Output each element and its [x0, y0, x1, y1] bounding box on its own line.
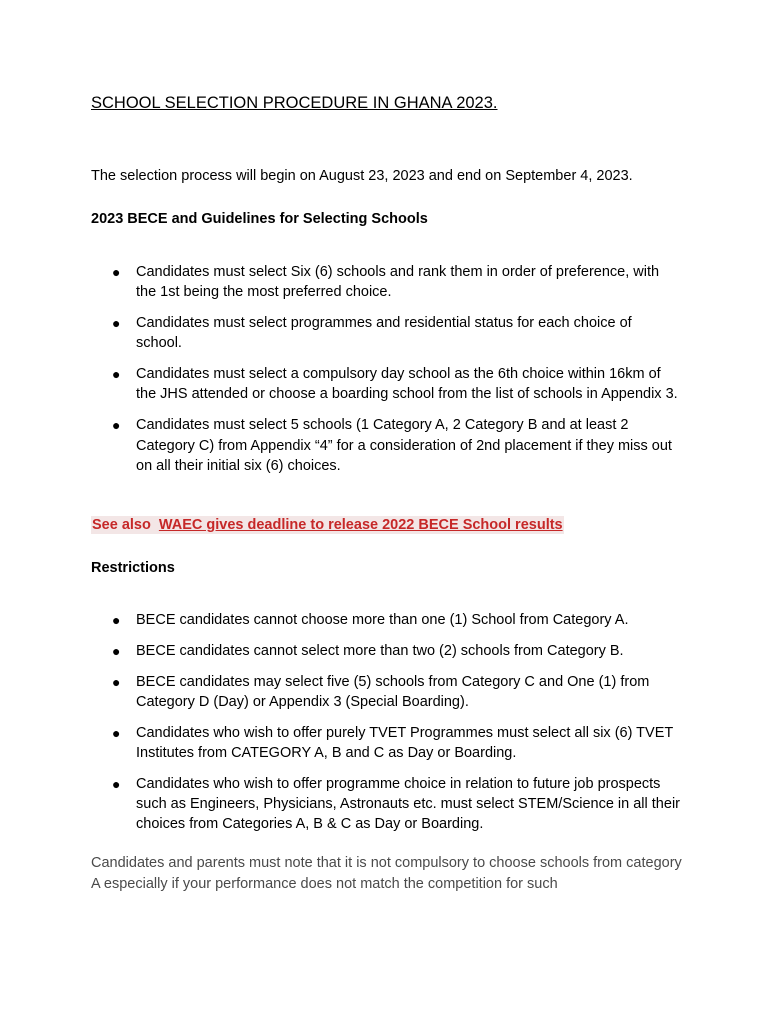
bullet-icon: ● — [112, 315, 121, 332]
list-item — [91, 672, 681, 713]
bullet-icon: ● — [112, 366, 121, 383]
guidelines-list — [91, 262, 681, 487]
guidelines-heading: 2023 BECE and Guidelines for Selecting Schools — [91, 211, 428, 227]
intro-paragraph: The selection process will begin on August 23, 2023 and end on September 4, 2023. — [91, 168, 633, 184]
bullet-icon: ● — [112, 612, 121, 628]
bullet-icon: ● — [112, 775, 121, 792]
list-item — [91, 262, 681, 303]
list-item-text: Candidates must select programmes and residential status for each choice of school. — [136, 315, 632, 352]
list-item — [91, 364, 681, 405]
bullet-icon: ● — [112, 417, 121, 434]
list-item — [91, 774, 681, 835]
list-item — [91, 723, 681, 764]
list-item — [91, 313, 681, 354]
see-also-link[interactable]: WAEC gives deadline to release 2022 BECE School results — [158, 517, 563, 533]
list-item-text: Candidates who wish to offer purely TVET Programmes must select all six (6) TVET Institutes from CATEGORY A, B and C as Day or Boarding. — [136, 724, 673, 761]
restrictions-list — [91, 610, 681, 845]
list-item — [91, 641, 681, 661]
list-item-text: BECE candidates may select five (5) schools from Category C and One (1) from Category D (Day) or Appendix 3 (Special Boarding). — [136, 673, 650, 710]
closing-paragraph: Candidates and parents must note that it is not compulsory to choose schools from category A especially if your performance does not match the competition for such — [91, 855, 682, 892]
list-item-text: BECE candidates cannot select more than two (2) schools from Category B. — [136, 642, 624, 659]
list-item — [91, 415, 681, 476]
restrictions-heading: Restrictions — [91, 560, 175, 576]
page-title: SCHOOL SELECTION PROCEDURE IN GHANA 2023. — [91, 94, 498, 112]
see-also-label: See also — [92, 517, 151, 533]
see-also-callout — [91, 516, 564, 534]
list-item-text: Candidates must select a compulsory day school as the 6th choice within 16km of the JHS attended or choose a boarding school from the list of schools in Appendix 3. — [136, 366, 678, 403]
list-item-text: Candidates who wish to offer programme choice in relation to future job prospects such as Engineers, Physicians, Astronauts etc. must select STEM/Science in all their choices from Categories A, B & C as Day or Boarding. — [136, 775, 680, 833]
list-item-text: Candidates must select 5 schools (1 Category A, 2 Category B and at least 2 Category C) from Appendix “4” for a consideration of 2nd placement if they miss out on all their initial six (6) choices. — [136, 417, 672, 474]
bullet-icon: ● — [112, 264, 121, 280]
bullet-icon: ● — [112, 673, 121, 690]
bullet-icon: ● — [112, 642, 121, 659]
list-item — [91, 610, 681, 630]
list-item-text: Candidates must select Six (6) schools and rank them in order of preference, with the 1st being the most preferred choice. — [136, 264, 660, 301]
bullet-icon: ● — [112, 724, 121, 741]
list-item-text: BECE candidates cannot choose more than one (1) School from Category A. — [136, 612, 629, 628]
